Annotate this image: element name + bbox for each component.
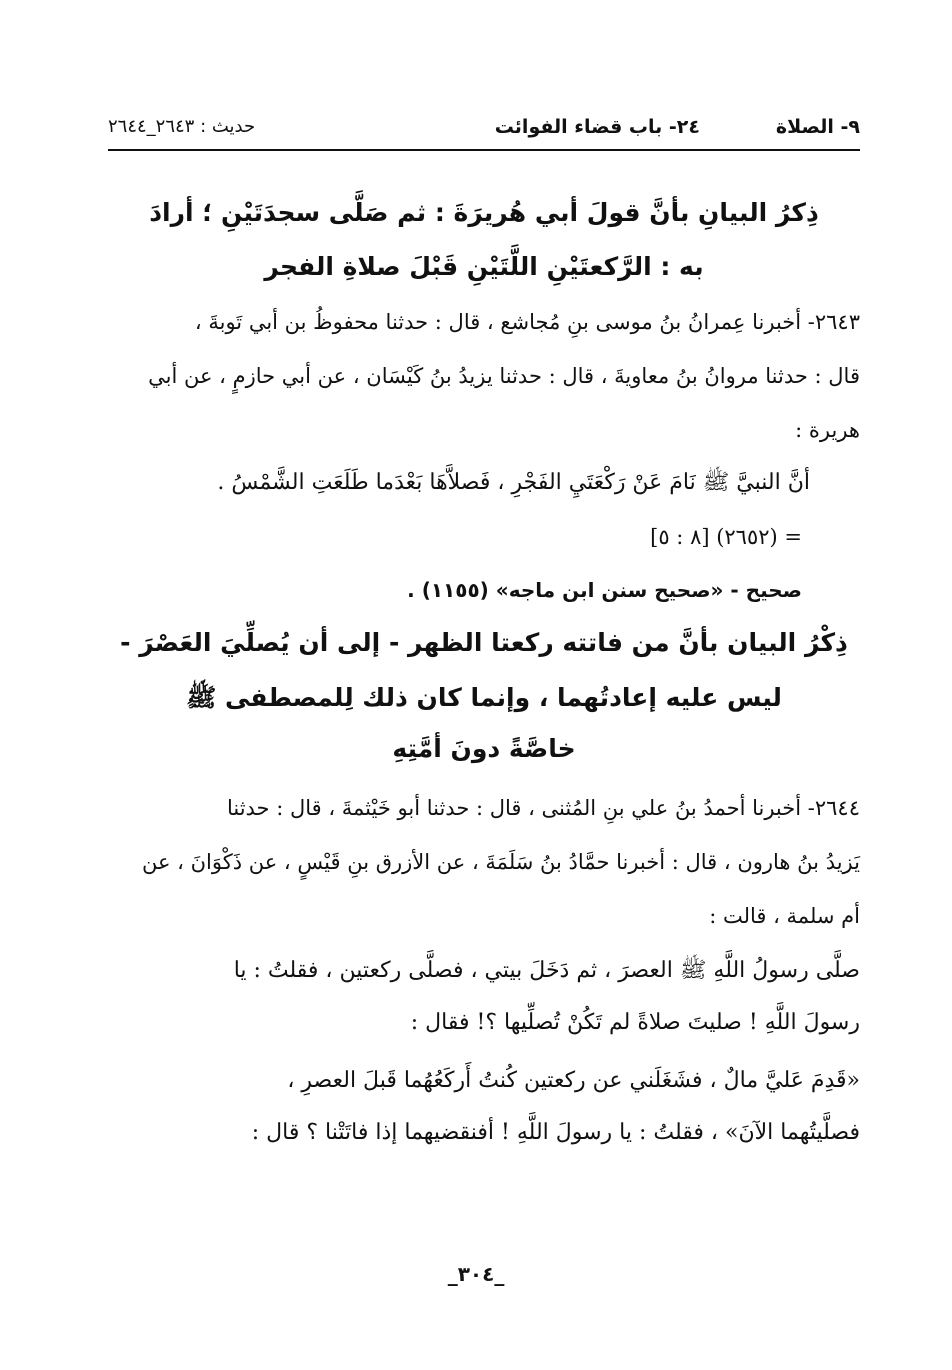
- section-label: ٢٤- باب قضاء الفوائت: [494, 116, 700, 138]
- section-title-1-line-1: ذِكرُ البيانِ بأنَّ قولَ أبي هُريرَةَ : ثم صَلَّى سجدَتَيْنِ ؛ أرادَ: [149, 198, 819, 227]
- section-title-2-line-1: ذِكْرُ البيان بأنَّ من فاتته ركعتا الظهر - إلى أن يُصلِّيَ العَصْرَ -: [120, 628, 848, 657]
- section-title-2-line-3: خاصَّةً دونَ أمَّتِهِ: [392, 734, 576, 763]
- hadith-2644-line-1: ٢٦٤٤- أخبرنا أحمدُ بنُ علي بنِ المُثنى ، قال : حدثنا أبو خَيْثمةَ ، قال : حدثنا: [226, 796, 860, 820]
- section-title-2-line-2: ليس عليه إعادتُهما ، وإنما كان ذلك لِلمصطفى ﷺ: [186, 683, 782, 712]
- section-title-1-line-2: به : الرَّكعتَيْنِ اللَّتَيْنِ قَبْلَ صلاةِ الفجر: [264, 252, 704, 281]
- hadith-2644-line-3: أم سلمة ، قالت :: [709, 904, 860, 928]
- hadith-2644-matn-2: رسولَ اللَّهِ ! صليتَ صلاةً لم تَكُنْ تُصلِّيها ؟! فقال :: [410, 1010, 860, 1035]
- hadith-2643-matn: أنَّ النبيَّ ﷺ نَامَ عَنْ رَكْعَتَيِ الفَجْرِ ، فَصلاَّهَا بَعْدَما طَلَعَتِ الشَّمْسُ .: [217, 470, 810, 495]
- running-header: [108, 112, 860, 148]
- page-number: _٣٠٤_: [447, 1262, 505, 1286]
- hadith-2644-matn-1: صلَّى رسولُ اللَّهِ ﷺ العصرَ ، ثم دَخَلَ بيتي ، فصلَّى ركعتين ، فقلتُ : يا: [233, 958, 860, 983]
- hadith-2644-line-2: يَزيدُ بنُ هارون ، قال : أخبرنا حمَّادُ بنُ سَلَمَةَ ، عن الأزرق بنِ قَيْسٍ ، عن ذَكْوَانَ ، عن: [141, 850, 860, 874]
- chapter-label: ٩- الصلاة: [775, 116, 860, 138]
- hadith-2643-line-3: هريرة :: [795, 418, 860, 442]
- hadith-2643-grade: صحيح - «صحيح سنن ابن ماجه» (١١٥٥) .: [407, 578, 802, 602]
- hadith-2643-line-1: ٢٦٤٣- أخبرنا عِمرانُ بنُ موسى بنِ مُجاشع ، قال : حدثنا محفوظُ بن أبي تَوبةَ ،: [194, 310, 860, 334]
- header-divider: [108, 149, 860, 151]
- hadith-range: حديث : ٢٦٤٣_٢٦٤٤: [108, 116, 256, 137]
- hadith-2643-reference: = (٢٦٥٢) [٨ : ٥]: [650, 525, 802, 549]
- hadith-2644-matn-3: «قَدِمَ عَليَّ مالٌ ، فشَغَلَني عن ركعتين كُنتُ أَركَعُهُما قَبلَ العصرِ ،: [287, 1068, 860, 1093]
- hadith-2643-line-2: قال : حدثنا مروانُ بنُ معاويةَ ، قال : حدثنا يزيدُ بنُ كَيْسَان ، عن أبي حازمٍ ، عن أبي: [148, 364, 860, 388]
- hadith-2644-matn-4: فصلَّيتُهما الآنَ» ، فقلتُ : يا رسولَ اللَّهِ ! أفنقضيهما إذا فاتَتْنا ؟ قال :: [251, 1120, 860, 1145]
